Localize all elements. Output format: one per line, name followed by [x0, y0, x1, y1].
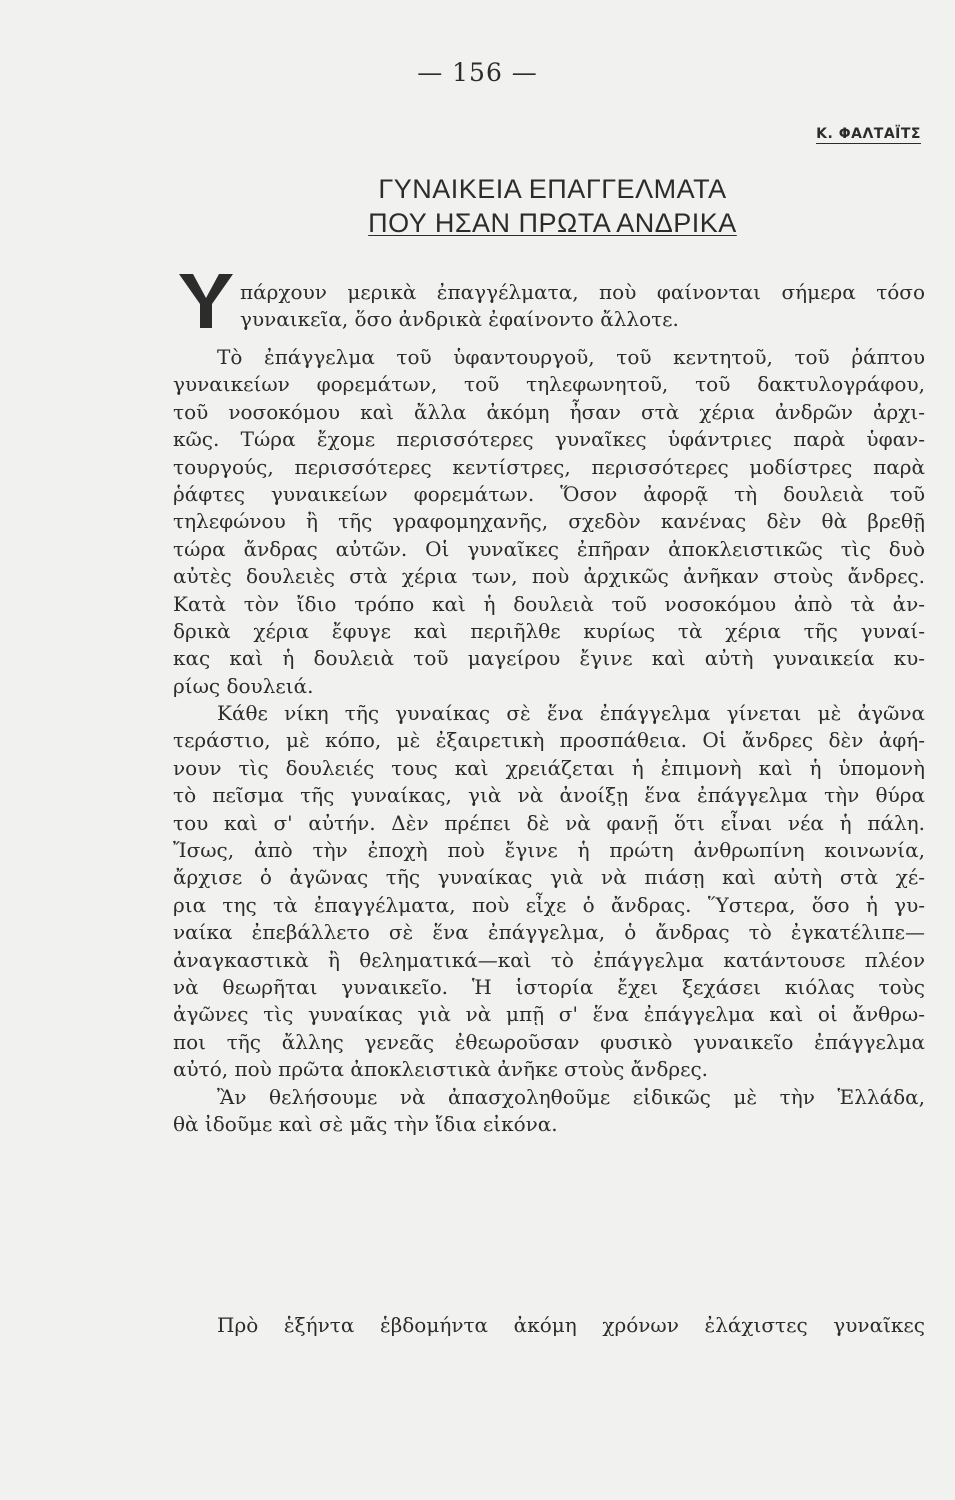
text-line: του καὶ σ' αὐτήν. Δὲν πρέπει δὲ νὰ φανῇ ὅτι εἶναι νέα ἡ πάλη.	[173, 810, 925, 835]
text-line: ρίως δουλειά.	[173, 673, 314, 698]
text-line: κῶς. Τώρα ἔχομε περισσότερες γυναῖκες ὑφάντριες παρὰ ὑφαν-	[173, 427, 925, 452]
text-line: Πρὸ ἑξήντα ἑβδομήντα ἀκόμη χρόνων ἐλάχιστες γυναῖκες	[217, 1313, 925, 1337]
text-line: ἀναγκαστικὰ ἢ θεληματικά—καὶ τὸ ἐπάγγελμα κατάντουσε πλέον	[173, 947, 925, 972]
text-line: γυναικείων φορεμάτων, τοῦ τηλεφωνητοῦ, τοῦ δακτυλογράφου,	[173, 372, 925, 397]
first-lines	[240, 279, 925, 334]
text-line: ποι τῆς ἄλλης γενεᾶς ἐθεωροῦσαν φυσικὸ γυναικεῖο ἐπάγγελμα	[173, 1029, 925, 1054]
text-line: νουν τὶς δουλειές τους καὶ χρειάζεται ἡ ἐπιμονὴ καὶ ἡ ὑπομονὴ	[173, 755, 925, 780]
text-line: γυναικεῖα, ὅσο ἀνδρικὰ ἐφαίνοντο ἄλλοτε.	[240, 307, 679, 332]
title-line-2: ΠΟΥ ΗΣΑΝ ΠΡΩΤΑ ΑΝΔΡΙΚΑ	[368, 208, 737, 238]
body-text	[173, 344, 925, 1138]
text-line: τοῦ νοσοκόμου καὶ ἄλλα ἀκόμη ἦσαν στὰ χέρια ἀνδρῶν ἀρχι-	[173, 399, 925, 424]
drop-cap-upsilon	[178, 272, 234, 330]
text-line: κας καὶ ἡ δουλειὰ τοῦ μαγείρου ἔγινε καὶ αὐτὴ γυναικεία κυ-	[173, 646, 925, 671]
text-line: δρικὰ χέρια ἔφυγε καὶ περιῆλθε κυρίως τὰ χέρια τῆς γυναί-	[173, 618, 925, 643]
text-line: θὰ ἰδοῦμε καὶ σὲ μᾶς τὴν ἴδια εἰκόνα.	[173, 1111, 558, 1136]
text-line: Τὸ ἐπάγγελμα τοῦ ὑφαντουργοῦ, τοῦ κεντητοῦ, τοῦ ῥάπτου	[217, 345, 925, 369]
text-line: τὸ πεῖσμα τῆς γυναίκας, γιὰ νὰ ἀνοίξῃ ἕνα ἐπάγγελμα τὴν θύρα	[173, 783, 925, 808]
text-line: Ἂν θελήσουμε νὰ ἀπασχοληθοῦμε εἰδικῶς μὲ τὴν Ἑλλάδα,	[217, 1084, 925, 1109]
text-line: Κατὰ τὸν ἴδιο τρόπο καὶ ἡ δουλειὰ τοῦ νοσοκόμου ἀπὸ τὰ ἀν-	[173, 591, 925, 616]
text-line: ναίκα ἐπεβάλλετο σὲ ἕνα ἐπάγγελμα, ὁ ἄνδρας τὸ ἐγκατέλιπε—	[173, 920, 925, 945]
text-line: πάρχουν μερικὰ ἐπαγγέλματα, ποὺ φαίνονται σήμερα τόσο	[240, 280, 925, 304]
body-text-continued	[173, 1312, 925, 1339]
text-line: αὐτό, ποὺ πρῶτα ἀποκλειστικὰ ἀνῆκε στοὺς ἄνδρες.	[173, 1057, 709, 1082]
text-line: τουργούς, περισσότερες κεντίστρες, περισσότερες μοδίστρες παρὰ	[173, 454, 925, 479]
page-number: — 156 —	[417, 58, 538, 87]
text-line: ἄρχισε ὁ ἀγῶνας τῆς γυναίκας γιὰ νὰ πιάσῃ καὶ αὐτὴ στὰ χέ-	[173, 865, 925, 890]
author-name: Κ. ΦΑΛΤΑΪΤΣ	[816, 126, 921, 142]
text-line: τεράστιο, μὲ κόπο, μὲ ἐξαιρετικὴ προσπάθεια. Οἱ ἄνδρες δὲν ἀφή-	[173, 728, 925, 753]
text-line: ρια της τὰ ἐπαγγέλματα, ποὺ εἶχε ὁ ἄνδρας. Ὕστερα, ὅσο ἡ γυ-	[173, 892, 925, 917]
text-line: Κάθε νίκη τῆς γυναίκας σὲ ἕνα ἐπάγγελμα γίνεται μὲ ἀγῶνα	[217, 701, 925, 726]
text-line: ἀγῶνες τὶς γυναίκας γιὰ νὰ μπῇ σ' ἕνα ἐπάγγελμα καὶ οἱ ἄνθρω-	[173, 1002, 925, 1027]
article-title	[0, 172, 955, 240]
title-line-1: ΓΥΝΑΙΚΕΙΑ ΕΠΑΓΓΕΛΜΑΤΑ	[378, 174, 727, 204]
text-line: τώρα ἄνδρας αὐτῶν. Οἱ γυναῖκες ἐπῆραν ἀποκλειστικῶς τὶς δυὸ	[173, 536, 925, 561]
text-line: νὰ θεωρῆται γυναικεῖο. Ἡ ἱστορία ἔχει ξεχάσει κιόλας τοὺς	[173, 974, 925, 999]
text-line: Ἴσως, ἀπὸ τὴν ἐποχὴ ποὺ ἔγινε ἡ πρώτη ἀνθρωπίνη κοινωνία,	[173, 838, 925, 863]
text-line: αὐτὲς δουλειὲς στὰ χέρια των, ποὺ ἀρχικῶς ἀνῆκαν στοὺς ἄνδρες.	[173, 564, 925, 589]
text-line: ῥάφτες γυναικείων φορεμάτων. Ὅσον ἀφορᾷ τὴ δουλειὰ τοῦ	[173, 481, 925, 506]
text-line: τηλεφώνου ἢ τῆς γραφομηχανῆς, σχεδὸν κανένας δὲν θὰ βρεθῇ	[173, 509, 925, 534]
